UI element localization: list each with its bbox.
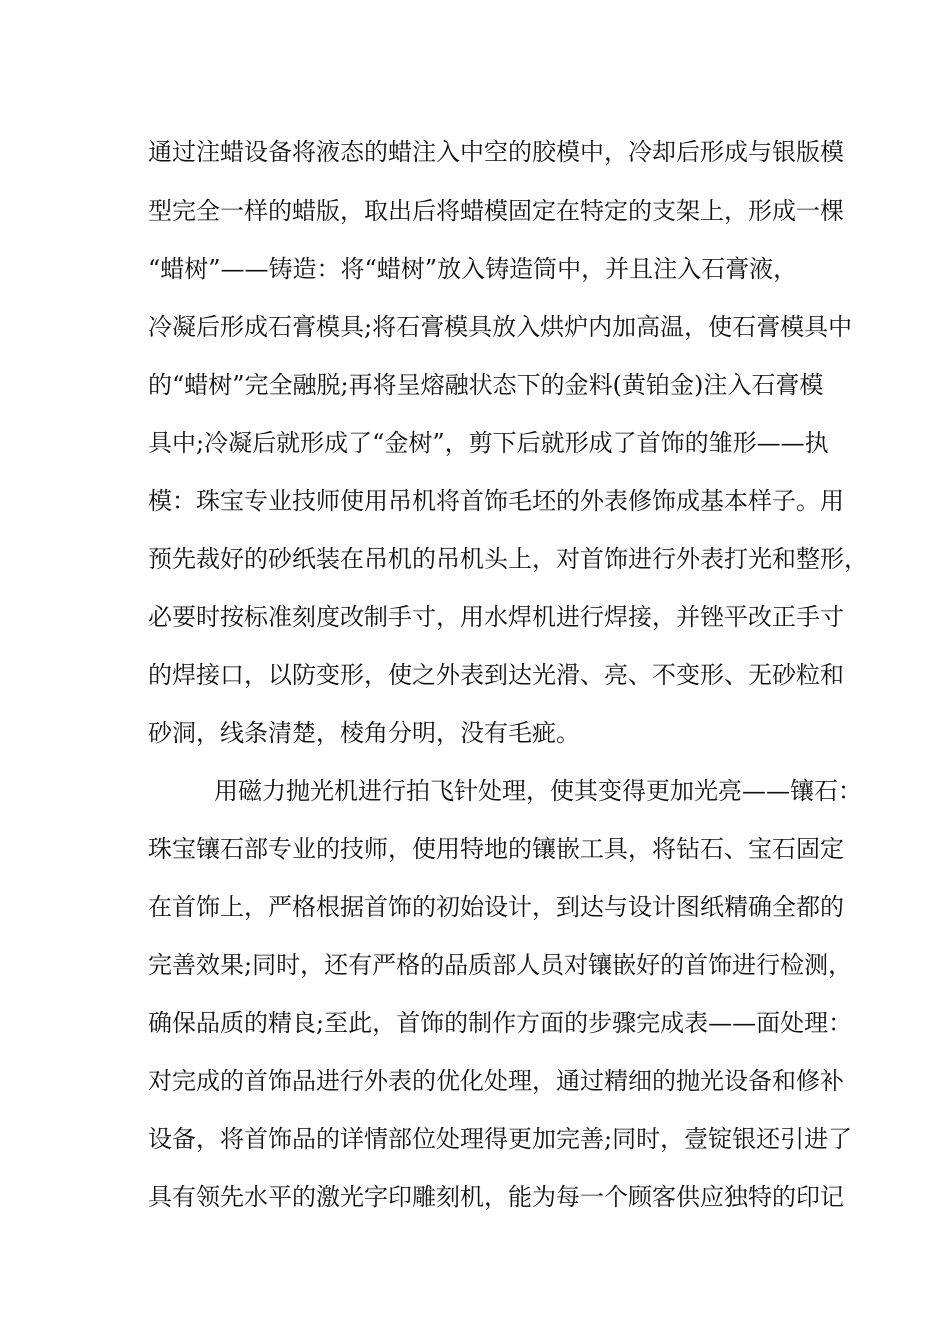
paragraph-line: 确保品质的精良;至此，首饰的制作方面的步骤完成表——面处理： [148, 1009, 853, 1037]
paragraph-line: 在首饰上，严格根据首饰的初始设计，到达与设计图纸精确全都的 [148, 893, 844, 921]
paragraph-line: 珠宝镶石部专业的技师，使用特地的镶嵌工具，将钻石、宝石固定 [148, 835, 844, 863]
paragraph-line: 完善效果;同时，还有严格的品质部人员对镶嵌好的首饰进行检测， [148, 951, 853, 979]
paragraph-line: 冷凝后形成石膏模具;将石膏模具放入烘炉内加高温，使石膏模具中 [148, 313, 853, 341]
paragraph-line: 的“蜡树”完全融脱;再将呈熔融状态下的金料(黄铂金)注入石膏模 [148, 371, 824, 399]
paragraph-line: 必要时按标准刻度改制手寸，用水焊机进行焊接，并锉平改正手寸 [148, 603, 844, 631]
paragraph-line: 通过注蜡设备将液态的蜡注入中空的胶模中，冷却后形成与银版模 [148, 138, 844, 166]
paragraph-line: 具中;冷凝后就形成了“金树”，剪下后就形成了首饰的雏形——执 [148, 429, 829, 457]
paragraph-line: 预先裁好的砂纸装在吊机的吊机头上，对首饰进行外表打光和整形， [148, 545, 868, 573]
paragraph-line: 型完全一样的蜡版，取出后将蜡模固定在特定的支架上，形成一棵 [148, 197, 844, 225]
paragraph-line: 模：珠宝专业技师使用吊机将首饰毛坯的外表修饰成基本样子。用 [148, 487, 844, 515]
paragraph-line: 用磁力抛光机进行拍飞针处理，使其变得更加光亮——镶石： [214, 777, 862, 805]
paragraph-line: 砂洞，线条清楚，棱角分明，没有毛疵。 [148, 719, 580, 747]
paragraph-line: 具有领先水平的激光字印雕刻机，能为每一个顾客供应独特的印记 [148, 1183, 844, 1211]
paragraph-line: “蜡树”——铸造：将“蜡树”放入铸造筒中，并且注入石膏液， [148, 255, 798, 283]
paragraph-line: 对完成的首饰品进行外表的优化处理，通过精细的抛光设备和修补 [148, 1067, 844, 1095]
paragraph-line: 的焊接口，以防变形，使之外表到达光滑、亮、不变形、无砂粒和 [148, 661, 844, 689]
paragraph-line: 设备，将首饰品的详情部位处理得更加完善;同时，壹锭银还引进了 [148, 1125, 853, 1153]
